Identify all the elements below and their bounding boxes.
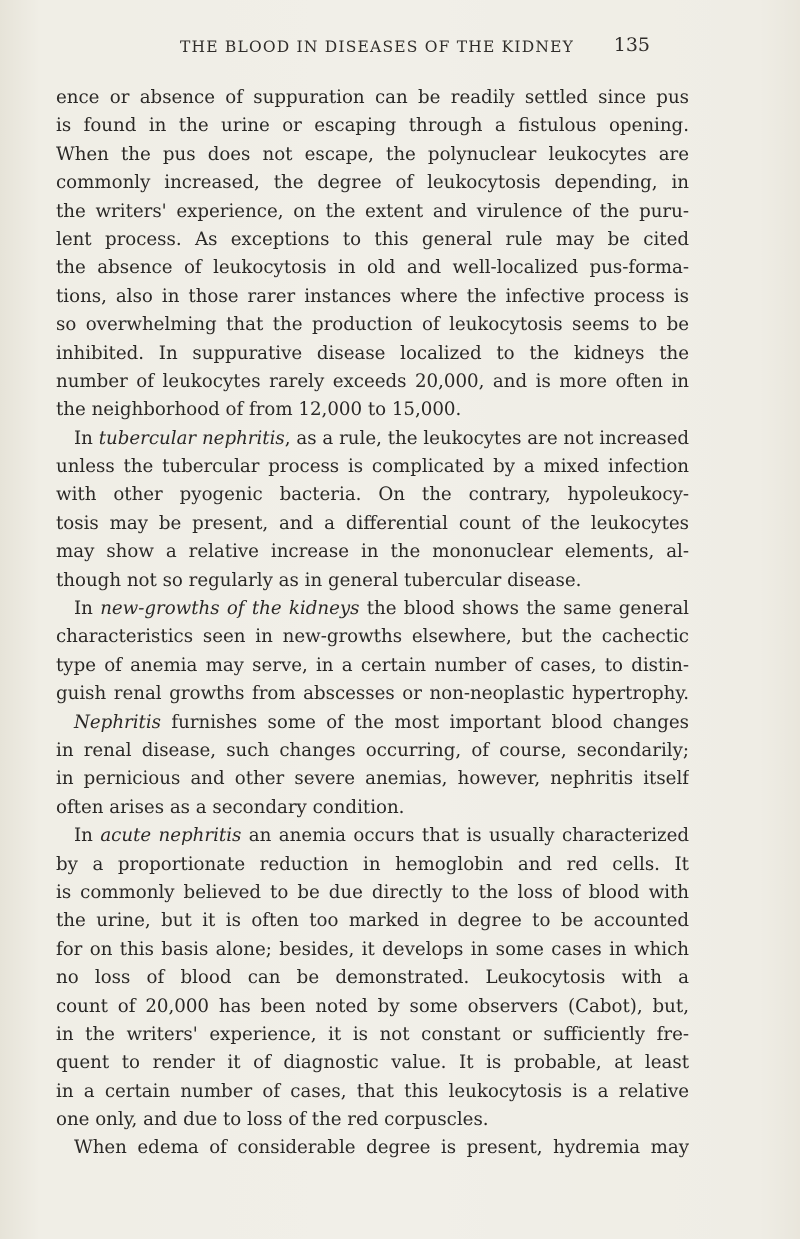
text-line: tions, also in those rarer instances where the infective process is bbox=[56, 285, 689, 307]
text-line-acute-nephritis bbox=[56, 822, 689, 850]
text-line: the urine, but it is often too marked in degree to be accounted bbox=[56, 910, 689, 932]
text-line: ence or absence of suppuration can be readily settled since pus bbox=[56, 87, 689, 108]
text-line: lent process. As exceptions to this general rule may be cited bbox=[56, 228, 689, 250]
text-line: is commonly believed to be due directly to the loss of blood with bbox=[56, 881, 689, 903]
text-line: quent to render it of diagnostic value. It is probable, at least bbox=[56, 1052, 689, 1074]
text-line: characteristics seen in new-growths elsewhere, but the cachectic bbox=[56, 626, 689, 648]
text-line: unless the tubercular process is complicated by a mixed infection bbox=[56, 456, 689, 478]
text-line: may show a relative increase in the mononuclear elements, al- bbox=[56, 541, 689, 563]
text-line: type of anemia may serve, in a certain number of cases, to distin- bbox=[56, 654, 689, 676]
line-rest: furnishes some of the most important blood changes bbox=[161, 711, 689, 733]
text-line: in a certain number of cases, that this leukocytosis is a relative bbox=[56, 1080, 689, 1102]
text-line: the neighborhood of from 12,000 to 15,000. bbox=[56, 399, 462, 421]
text-line: no loss of blood can be demonstrated. Leukocytosis with a bbox=[56, 967, 689, 989]
text-line: count of 20,000 has been noted by some observers (Cabot), but, bbox=[56, 995, 689, 1017]
italic-term: new-growths of the kidneys bbox=[100, 598, 360, 620]
running-head: THE BLOOD IN DISEASES OF THE KIDNEY bbox=[180, 38, 575, 56]
text-line: number of leukocytes rarely exceeds 20,000, and is more often in bbox=[56, 370, 689, 392]
line-lead: In bbox=[74, 427, 99, 449]
text-line: in renal disease, such changes occurring, of course, secondarily; bbox=[56, 739, 689, 761]
text-line: in the writers' experience, it is not constant or sufficiently fre- bbox=[56, 1023, 689, 1045]
text-line: the absence of leukocytosis in old and well-localized pus-forma- bbox=[56, 257, 689, 279]
text-line: guish renal growths from abscesses or non-neoplastic hypertrophy. bbox=[56, 683, 689, 705]
text-line: tosis may be present, and a differential count of the leukocytes bbox=[56, 512, 689, 534]
text-line: so overwhelming that the production of leukocytosis seems to be bbox=[56, 314, 689, 336]
italic-term: acute nephritis bbox=[100, 825, 242, 847]
text-line: by a proportionate reduction in hemoglobin and red cells. It bbox=[56, 853, 689, 875]
text-line: inhibited. In suppurative disease localized to the kidneys the bbox=[56, 342, 689, 364]
text-line: the writers' experience, on the extent and virulence of the puru- bbox=[56, 200, 689, 222]
line-rest: an anemia occurs that is usually characterized bbox=[241, 825, 689, 847]
page-header bbox=[180, 34, 650, 64]
text-line: commonly increased, the degree of leukocytosis depending, in bbox=[56, 172, 689, 194]
text-line: for on this basis alone; besides, it develops in some cases in which bbox=[56, 938, 689, 960]
text-line-nephritis bbox=[56, 709, 689, 737]
text-line: though not so regularly as in general tubercular disease. bbox=[56, 569, 582, 591]
line-rest: the blood shows the same general bbox=[359, 598, 689, 620]
text-line: in pernicious and other severe anemias, however, nephritis itself bbox=[56, 768, 689, 790]
text-line: When the pus does not escape, the polynuclear leukocytes are bbox=[56, 143, 689, 165]
text-line: When edema of considerable degree is present, hydremia may bbox=[74, 1137, 689, 1159]
text-line: often arises as a secondary condition. bbox=[56, 796, 405, 818]
text-line: is found in the urine or escaping through a fistulous opening. bbox=[56, 115, 689, 137]
text-line-new-growths bbox=[56, 595, 689, 623]
body-text bbox=[56, 84, 689, 1163]
italic-term: tubercular nephritis bbox=[98, 427, 285, 449]
page-number: 135 bbox=[613, 34, 650, 56]
line-lead: In bbox=[74, 825, 101, 847]
line-rest: , as a rule, the leukocytes are not increased bbox=[284, 427, 689, 449]
text-line: one only, and due to loss of the red corpuscles. bbox=[56, 1109, 489, 1131]
text-line: with other pyogenic bacteria. On the contrary, hypoleukocy- bbox=[56, 484, 689, 506]
line-lead: In bbox=[74, 598, 101, 620]
italic-term: Nephritis bbox=[74, 711, 162, 733]
text-line-tubercular-nephritis bbox=[56, 425, 689, 453]
